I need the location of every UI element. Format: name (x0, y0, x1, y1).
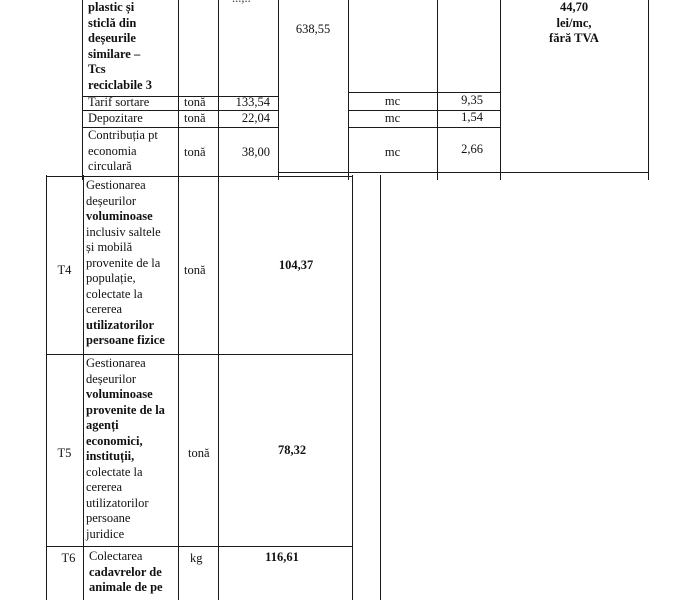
row-value: 78,32 (277, 443, 307, 457)
desc-line: Colectarea (89, 549, 143, 563)
desc-line: utilizatorilor (86, 317, 155, 332)
desc-line: animale de pe (89, 580, 163, 594)
desc-line: cererea (86, 302, 123, 316)
top-description (88, 0, 152, 93)
row-label: Depozitare (88, 111, 143, 125)
row-mc-value: 2,66 (461, 142, 483, 156)
merged-value: 638,55 (295, 22, 331, 36)
desc-line: deșeurile (88, 31, 136, 45)
row-code: T4 (57, 263, 72, 277)
desc-line: instituții, (86, 449, 135, 463)
desc-line: deșeurilor (86, 193, 136, 208)
row-code: T5 (57, 446, 72, 460)
row-label (88, 128, 158, 175)
row-description (86, 356, 165, 542)
row-value: 104,37 (278, 258, 314, 272)
row-unit: tonă (184, 263, 206, 277)
note-line: 44,70 (559, 0, 589, 14)
row-mc-unit: mc (384, 111, 401, 125)
desc-line: cadavrelor de (89, 564, 162, 579)
row-description (86, 178, 165, 349)
desc-line: și mobilă (86, 240, 133, 254)
desc-line: persoane fizice (86, 333, 165, 347)
desc-line: voluminoase (86, 209, 153, 223)
row-value: 116,61 (265, 550, 299, 564)
desc-line: colectate la (86, 464, 143, 479)
row-value: 38,00 (241, 145, 270, 159)
desc-line: provenite de la (86, 255, 161, 270)
desc-line: deșeurilor (86, 371, 136, 386)
row-mc-unit: mc (384, 145, 401, 159)
note-line: lei/mc, (556, 15, 592, 30)
row-value: 22,04 (241, 111, 270, 125)
note-line: fără TVA (549, 31, 599, 45)
label-line: Contribuția pt (88, 128, 158, 142)
desc-line: Gestionarea (86, 178, 146, 192)
row-label: Tarif sortare (88, 95, 150, 109)
row-description (89, 549, 163, 596)
desc-line: utilizatorilor (86, 495, 149, 510)
desc-line: voluminoase (86, 387, 153, 401)
row-value: 133,54 (235, 95, 270, 109)
desc-line: economici, (86, 433, 143, 448)
row-mc-unit: mc (384, 94, 401, 108)
desc-line: plastic și (88, 0, 135, 14)
row-unit: tonă (184, 95, 206, 109)
label-line: economia (88, 143, 137, 158)
desc-line: populație, (86, 271, 136, 285)
desc-line: agenți (86, 418, 119, 432)
top-value-fragment (232, 0, 251, 7)
desc-line: inclusiv saltele (86, 224, 161, 239)
desc-line: Gestionarea (86, 356, 146, 370)
desc-line: Tcs (88, 62, 106, 76)
row-unit: tonă (184, 145, 206, 159)
row-unit: tonă (184, 111, 206, 125)
label-line: circulară (88, 159, 132, 173)
desc-line: colectate la (86, 286, 143, 301)
row-unit: tonă (188, 446, 210, 460)
row-mc-value: 9,35 (461, 93, 483, 107)
desc-line: juridice (86, 526, 125, 541)
desc-line: reciclabile 3 (88, 77, 152, 92)
row-unit: kg (190, 551, 203, 565)
desc-line: cererea (86, 480, 123, 494)
row-code: T6 (61, 551, 76, 565)
right-note (500, 0, 648, 47)
desc-line: sticlă din (88, 15, 137, 30)
row-mc-value: 1,54 (461, 110, 483, 124)
desc-line: similare – (88, 46, 141, 61)
desc-line: persoane (86, 511, 131, 525)
desc-line: provenite de la (86, 402, 165, 417)
